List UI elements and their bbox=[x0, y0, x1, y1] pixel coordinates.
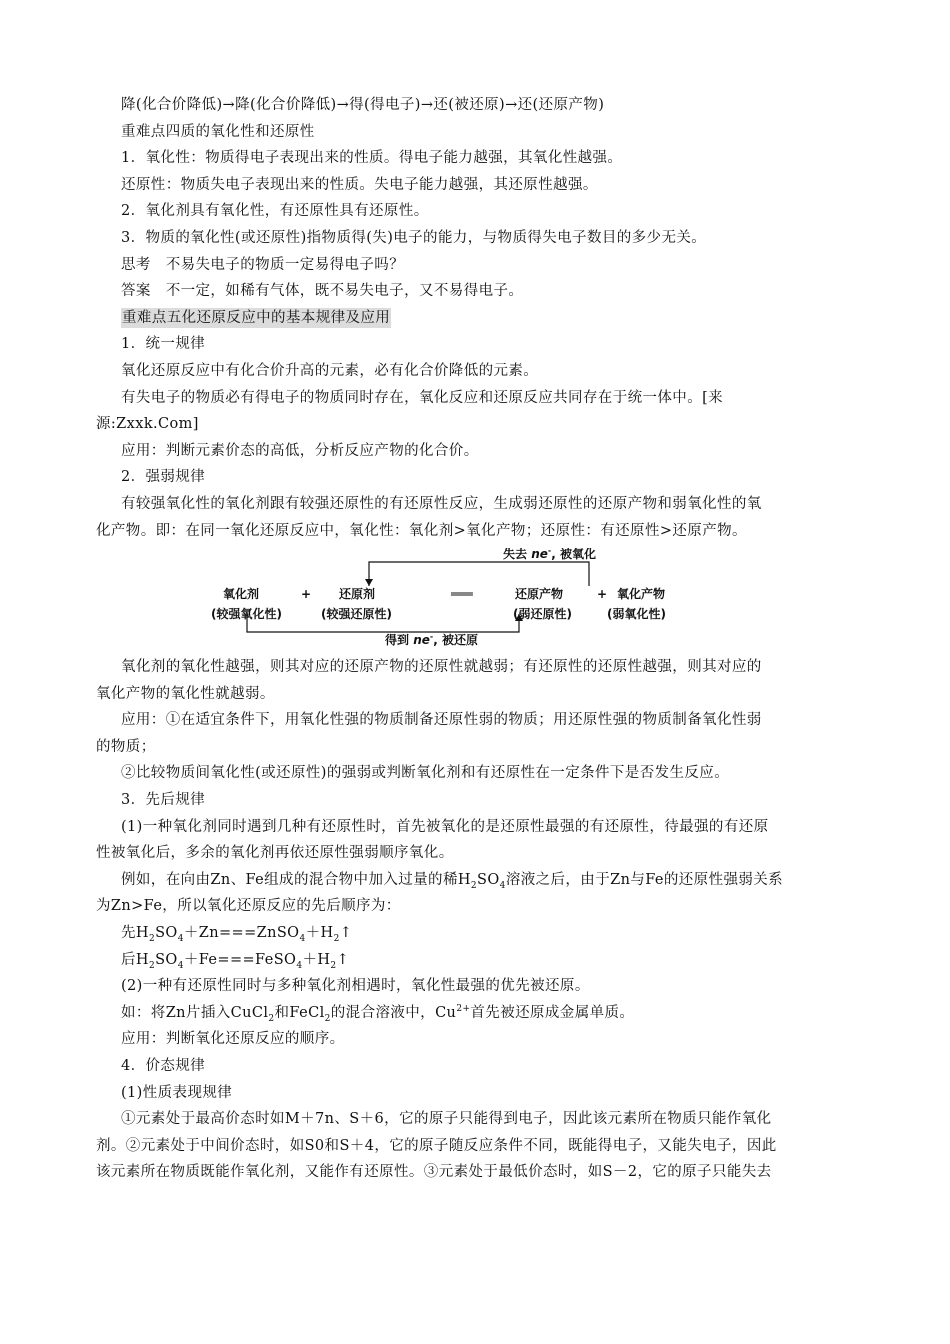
text-line: (1)一种氧化剂同时遇到几种有还原性时，首先被氧化的是还原性最强的有还原性，待最强的有还原 bbox=[121, 818, 769, 835]
text-line: ②比较物质间氧化性(或还原性)的强弱或判断氧化剂和有还原性在一定条件下是否发生反应。 bbox=[121, 765, 730, 782]
reduction-product-label: 还原产物 bbox=[515, 587, 564, 602]
text-line-continued: 为Zn>Fe，所以氧化还原反应的先后顺序为： bbox=[96, 898, 401, 915]
oxidation-product-label: 氧化产物 bbox=[617, 587, 666, 602]
highlighted-section-heading: 重难点五化还原反应中的基本规律及应用 bbox=[122, 309, 391, 326]
text-line: 2．氧化剂具有氧化性，有还原性具有还原性。 bbox=[121, 203, 429, 220]
subheading: 4．价态规律 bbox=[121, 1058, 206, 1074]
text-line: 降(化合价降低)→降(化合价降低)→得(得电子)→还(被还原)→还(还原产物) bbox=[121, 97, 605, 113]
subheading: 1．统一规律 bbox=[121, 336, 206, 353]
text-line-continued: 化产物。即：在同一氧化还原反应中，氧化性：氧化剂>氧化产物；还原性：有还原性>还原产物。 bbox=[96, 522, 747, 539]
text-line: 例如，在向由Zn、Fe组成的混合物中加入过量的稀$H_2SO_4$溶液之后，由于Zn与Fe的还原性强弱关系 bbox=[121, 871, 784, 891]
text-line: 还原性：物质失电子表现出来的性质。失电子能力越强，其还原性越强。 bbox=[121, 176, 598, 193]
plus-sign: + bbox=[301, 587, 312, 602]
text-line: 3．物质的氧化性(或还原性)指物质得(失)电子的能力，与物质得失电子数目的多少无关。 bbox=[121, 229, 707, 246]
equation-2: 后$H_2SO_4+Fe===FeSO_4+H_2↑$ bbox=[121, 951, 350, 971]
text-line-continued: 源:Zxxk.Com] bbox=[96, 416, 199, 433]
text-line: 应用：判断元素价态的高低，分析反应产物的化合价。 bbox=[121, 442, 479, 459]
text-line: 如：将Zn片插入CuCl$_2$和FeCl$_2$的混合溶液中，$Cu^{2+}$首先被还原成金属单质。 bbox=[121, 1003, 635, 1024]
text-line-continued: 该元素所在物质既能作氧化剂，又能作有还原性。③元素处于最低价态时，如S－2，它的原子只能失去 bbox=[96, 1164, 772, 1181]
reduction-product-note: (弱还原性) bbox=[513, 607, 572, 622]
answer-line: 答案 不一定，如稀有气体，既不易失电子，又不易得电子。 bbox=[121, 283, 524, 300]
text-line: ①元素处于最高价态时如M＋7n、S＋6，它的原子只能得到电子，因此该元素所在物质只能作氧化 bbox=[121, 1111, 772, 1128]
question-line: 思考 不易失电子的物质一定易得电子吗？ bbox=[121, 256, 405, 273]
bottom-label: 得到 ne-, 被还原 bbox=[385, 632, 478, 647]
reductant-note: (较强还原性) bbox=[321, 607, 392, 622]
text-line-continued: 氧化产物的氧化性就越弱。 bbox=[96, 685, 275, 702]
text-line: 应用：①在适宜条件下，用氧化性强的物质制备还原性弱的物质；用还原性强的物质制备氧化性弱 bbox=[121, 712, 762, 729]
plus-sign: + bbox=[597, 587, 608, 602]
text-line: 氧化剂的氧化性越强，则其对应的还原产物的还原性就越弱；有还原性的还原性越强，则其对应的 bbox=[121, 659, 762, 676]
subheading: 2．强弱规律 bbox=[121, 469, 206, 486]
reductant-label: 还原剂 bbox=[339, 587, 376, 602]
text-line: 有较强氧化性的氧化剂跟有较强还原性的有还原性反应，生成弱还原性的还原产物和弱氧化性的氧 bbox=[121, 495, 762, 512]
top-label: 失去 ne-, 被氧化 bbox=[503, 548, 596, 562]
text-line-continued: 剂。②元素处于中间价态时，如S0和S＋4，它的原子随反应条件不同，既能得电子，又能失电子，因此 bbox=[96, 1137, 777, 1154]
equals-sign: ═══ bbox=[451, 587, 473, 602]
oxidant-note: (较强氧化性) bbox=[211, 607, 282, 622]
subheading: 3．先后规律 bbox=[121, 792, 206, 809]
redox-diagram bbox=[121, 548, 861, 646]
equation-1: 先$H_2SO_4+Zn===ZnSO_4+H_2↑$ bbox=[121, 925, 353, 944]
oxidation-product-note: (弱氧化性) bbox=[607, 607, 666, 622]
top-arrow-head bbox=[365, 579, 373, 586]
top-bracket bbox=[369, 562, 589, 586]
text-line-continued: 性被氧化后，多余的氧化剂再依还原性强弱顺序氧化。 bbox=[96, 845, 454, 862]
text-line: 1．氧化性：物质得电子表现出来的性质。得电子能力越强，其氧化性越强。 bbox=[121, 150, 623, 167]
text-line-continued: 的物质； bbox=[96, 738, 156, 755]
oxidant-label: 氧化剂 bbox=[223, 587, 260, 602]
subheading: (1)性质表现规律 bbox=[121, 1084, 233, 1101]
text-line: (2)一种有还原性同时与多种氧化剂相遇时，氧化性最强的优先被还原。 bbox=[121, 978, 590, 995]
text-line: 应用：判断氧化还原反应的顺序。 bbox=[121, 1031, 345, 1048]
section-heading: 重难点四质的氧化性和还原性 bbox=[121, 123, 315, 140]
text-line: 氧化还原反应中有化合价升高的元素，必有化合价降低的元素。 bbox=[121, 362, 539, 379]
document-body bbox=[96, 92, 861, 1186]
text-line: 有失电子的物质必有得电子的物质同时存在，氧化反应和还原反应共同存在于统一体中。[来 bbox=[121, 389, 724, 406]
